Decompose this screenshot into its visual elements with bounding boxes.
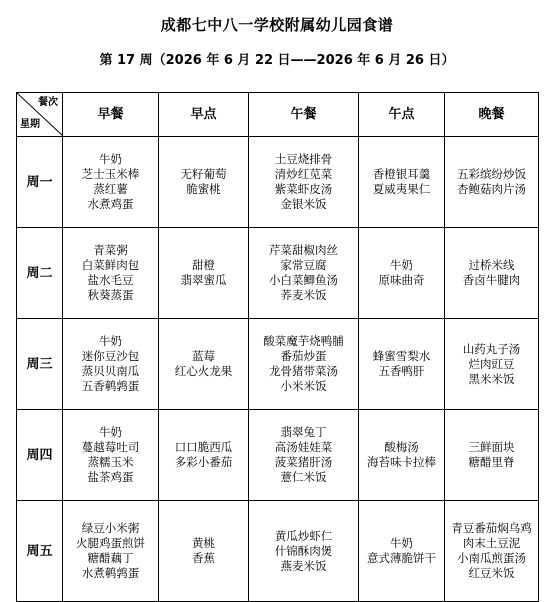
menu-item: 烂肉豇豆 [468, 356, 515, 371]
day-row [17, 501, 539, 602]
menu-item: 牛奶 [390, 258, 413, 272]
menu-item: 糖醋里脊 [468, 455, 515, 469]
menu-item: 盐茶鸡蛋 [87, 470, 134, 484]
day-label: 周一 [17, 137, 63, 228]
menu-item: 意式薄脆饼干 [367, 551, 436, 565]
meal-cell-morning-snack [159, 228, 249, 319]
meal-cell-breakfast [63, 501, 159, 602]
menu-item: 红豆米饭 [468, 566, 515, 580]
menu-item: 香蕉 [192, 551, 215, 565]
page-title: 成都七中八一学校附属幼儿园食谱 [160, 16, 394, 34]
meal-cell-breakfast [63, 137, 159, 228]
header-morning-snack: 早点 [159, 93, 249, 137]
menu-table [16, 92, 539, 602]
menu-item: 蒸贝贝南瓜 [81, 364, 140, 378]
header-afternoon-snack: 午点 [359, 93, 445, 137]
menu-item: 五香鸭肝 [378, 364, 425, 378]
menu-item: 紫菜虾皮汤 [274, 182, 333, 196]
meal-cell-dinner [445, 319, 539, 410]
corner-day-label: 星期 [20, 119, 40, 130]
meal-cell-lunch [249, 501, 359, 602]
menu-item: 金银米饭 [280, 197, 327, 211]
header-row [17, 93, 539, 137]
meal-cell-morning-snack [159, 137, 249, 228]
meal-cell-breakfast [63, 410, 159, 501]
meal-cell-dinner [445, 410, 539, 501]
meal-cell-lunch [249, 228, 359, 319]
menu-item: 芹菜甜椒肉丝 [269, 243, 338, 257]
header-lunch: 午餐 [249, 93, 359, 137]
day-label: 周五 [17, 501, 63, 602]
menu-item: 牛奶 [99, 425, 122, 439]
meal-cell-morning-snack [159, 501, 249, 602]
header-dinner: 晚餐 [445, 93, 539, 137]
menu-item: 香卤牛腱肉 [462, 273, 521, 287]
menu-item: 什锦酥肉煲 [274, 543, 333, 558]
day-row [17, 137, 539, 228]
menu-item: 过桥米线 [468, 258, 515, 272]
menu-item: 白菜鲜肉包 [81, 258, 140, 272]
day-label: 周三 [17, 319, 63, 410]
menu-item: 五香鹌鹑蛋 [81, 379, 140, 393]
meal-cell-morning-snack [159, 410, 249, 501]
meal-cell-breakfast [63, 228, 159, 319]
menu-item: 糖醋藕丁 [87, 551, 134, 565]
menu-item: 高汤娃娃菜 [274, 440, 333, 454]
meal-cell-morning-snack [159, 319, 249, 410]
menu-item: 翡翠兔丁 [280, 425, 327, 439]
menu-item: 口口脆西瓜 [174, 440, 233, 454]
menu-item: 小南瓜煎蛋汤 [457, 551, 526, 565]
menu-item: 黑米米饭 [468, 371, 515, 386]
menu-item: 牛奶 [99, 334, 122, 348]
menu-item: 酸菜魔芋烧鸭脯 [263, 334, 344, 348]
menu-item: 水煮鹌鹑蛋 [81, 566, 140, 580]
menu-item: 龙骨猪带菜汤 [269, 364, 338, 378]
menu-item: 牛奶 [390, 536, 413, 550]
menu-item: 酸梅汤 [384, 440, 419, 454]
corner-cell [17, 93, 63, 137]
menu-item: 黄瓜炒虾仁 [274, 528, 333, 543]
menu-item: 小白菜鲫鱼汤 [269, 273, 338, 287]
meal-cell-lunch [249, 410, 359, 501]
menu-item: 蓝莓 [192, 349, 215, 363]
meal-cell-afternoon-snack [359, 501, 445, 602]
menu-item: 红心火龙果 [174, 364, 233, 378]
menu-item: 菠菜猪肝汤 [274, 455, 333, 469]
menu-item: 海苔味卡拉棒 [367, 455, 436, 469]
meal-cell-afternoon-snack [359, 319, 445, 410]
meal-cell-dinner [445, 501, 539, 602]
menu-item: 秋葵蒸蛋 [87, 288, 134, 302]
menu-item: 蒸糯玉米 [87, 455, 134, 469]
menu-item: 青菜粥 [93, 243, 128, 257]
menu-item: 火腿鸡蛋煎饼 [76, 536, 145, 550]
meal-cell-afternoon-snack [359, 137, 445, 228]
meal-cell-dinner [445, 228, 539, 319]
menu-item: 小米米饭 [280, 379, 327, 393]
menu-item: 杏鲍菇肉片汤 [457, 182, 526, 196]
meal-cell-lunch [249, 137, 359, 228]
meal-cell-dinner [445, 137, 539, 228]
meal-cell-lunch [249, 319, 359, 410]
meal-cell-breakfast [63, 319, 159, 410]
menu-item: 水煮鸡蛋 [87, 197, 134, 211]
day-row [17, 228, 539, 319]
menu-item: 香橙银耳羹 [372, 167, 431, 181]
menu-item: 牛奶 [99, 152, 122, 166]
menu-item: 原味曲奇 [378, 273, 425, 287]
menu-item: 荞麦米饭 [280, 288, 327, 302]
menu-item: 迷你豆沙包 [81, 349, 140, 363]
menu-item: 蜂蜜雪梨水 [372, 349, 431, 363]
menu-item: 脆蜜桃 [186, 182, 221, 196]
day-row [17, 319, 539, 410]
menu-item: 家常豆腐 [280, 258, 327, 272]
day-label: 周二 [17, 228, 63, 319]
menu-item: 盐水毛豆 [87, 273, 134, 287]
menu-item: 清炒红苋菜 [274, 167, 333, 181]
menu-item: 土豆烧排骨 [274, 152, 333, 166]
meal-cell-afternoon-snack [359, 228, 445, 319]
menu-item: 芝士玉米棒 [81, 167, 140, 181]
menu-item: 肉末土豆泥 [462, 536, 521, 550]
menu-item: 无籽葡萄 [180, 167, 227, 181]
menu-item: 多彩小番茄 [174, 455, 233, 469]
day-row [17, 410, 539, 501]
header-breakfast: 早餐 [63, 93, 159, 137]
meal-cell-afternoon-snack [359, 410, 445, 501]
day-label: 周四 [17, 410, 63, 501]
menu-item: 夏威夷果仁 [372, 182, 431, 196]
menu-item: 燕麦米饭 [280, 558, 327, 573]
corner-meal-label: 餐次 [38, 97, 58, 108]
menu-item: 青豆番茄焖乌鸡 [451, 521, 532, 535]
menu-item: 蔓越莓吐司 [81, 440, 140, 454]
menu-item: 绿豆小米粥 [81, 521, 140, 535]
menu-item: 翡翠蜜瓜 [180, 273, 227, 287]
menu-item: 番茄炒蛋 [280, 349, 327, 363]
week-subtitle: 第 17 周（2026 年 6 月 22 日——2026 年 6 月 26 日） [99, 53, 455, 68]
menu-item: 蒸红薯 [93, 182, 128, 196]
menu-item: 山药丸子汤 [462, 341, 521, 356]
menu-item: 黄桃 [192, 536, 215, 550]
menu-item: 五彩缤纷炒饭 [457, 167, 526, 181]
menu-item: 甜橙 [192, 258, 215, 272]
menu-item: 三鲜面块 [468, 440, 515, 454]
menu-item: 薏仁米饭 [280, 470, 327, 484]
